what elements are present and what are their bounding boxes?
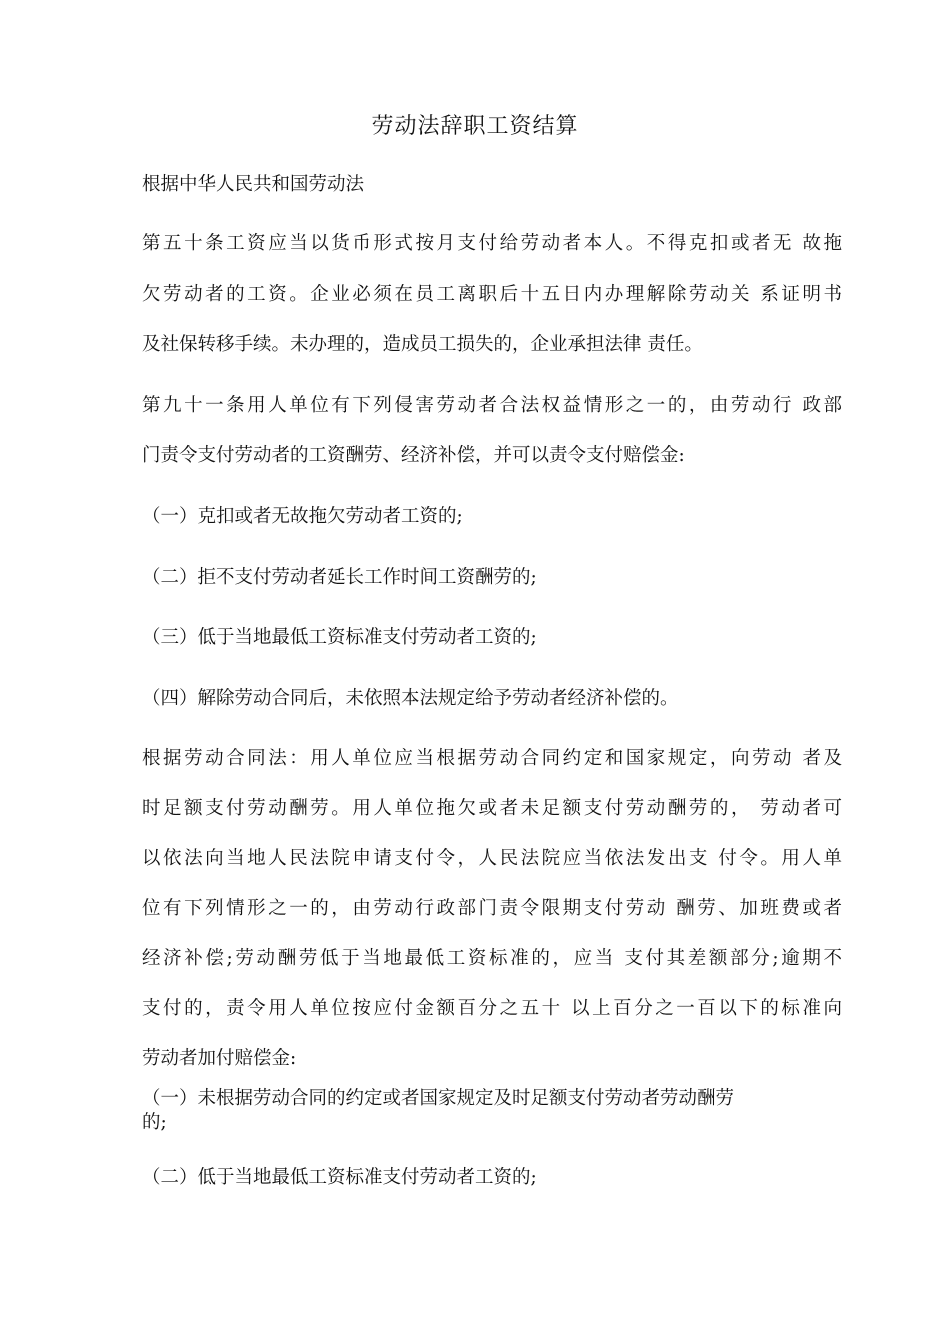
contract-law-line-4: 位有下列情形之一的，由劳动行政部门责令限期支付劳动 酬劳、加班费或者	[142, 898, 842, 919]
article-50-line-2: 欠劳动者的工资。企业必须在员工离职后十五日内办理解除劳动关 系证明书	[142, 284, 842, 305]
contract-law-item-1-line-2: 的;	[142, 1112, 167, 1133]
article-91-item-1: （一）克扣或者无故拖欠劳动者工资的;	[142, 506, 463, 527]
article-91-item-4: （四）解除劳动合同后，未依照本法规定给予劳动者经济补偿的。	[142, 688, 679, 709]
article-91-line-1: 第九十一条用人单位有下列侵害劳动者合法权益情形之一的，由劳动行 政部	[142, 395, 842, 416]
contract-law-item-1-line-1: （一）未根据劳动合同的约定或者国家规定及时足额支付劳动者劳动酬劳	[142, 1088, 735, 1109]
intro-text: 根据中华人民共和国劳动法	[142, 174, 365, 195]
article-50-line-3: 及社保转移手续。未办理的，造成员工损失的，企业承担法律 责任。	[142, 334, 703, 355]
article-91-item-3: （三）低于当地最低工资标准支付劳动者工资的;	[142, 627, 537, 648]
article-91-line-2: 门责令支付劳动者的工资酬劳、经济补偿，并可以责令支付赔偿金:	[142, 445, 685, 466]
document-title: 劳动法辞职工资结算	[371, 114, 579, 139]
contract-law-line-3: 以依法向当地人民法院申请支付令，人民法院应当依法发出支 付令。用人单	[142, 848, 842, 869]
article-91-item-2: （二）拒不支付劳动者延长工作时间工资酬劳的;	[142, 567, 537, 588]
contract-law-item-2: （二）低于当地最低工资标准支付劳动者工资的;	[142, 1167, 537, 1188]
contract-law-line-5: 经济补偿;劳动酬劳低于当地最低工资标准的，应当 支付其差额部分;逾期不	[142, 948, 842, 969]
article-50-line-1: 第五十条工资应当以货币形式按月支付给劳动者本人。不得克扣或者无 故拖	[142, 233, 842, 254]
contract-law-line-1: 根据劳动合同法：用人单位应当根据劳动合同约定和国家规定，向劳动 者及	[142, 748, 842, 769]
contract-law-line-7: 劳动者加付赔偿金:	[142, 1048, 297, 1069]
contract-law-line-6: 支付的，责令用人单位按应付金额百分之五十 以上百分之一百以下的标准向	[142, 998, 842, 1019]
contract-law-line-2: 时足额支付劳动酬劳。用人单位拖欠或者未足额支付劳动酬劳的， 劳动者可	[142, 798, 842, 819]
